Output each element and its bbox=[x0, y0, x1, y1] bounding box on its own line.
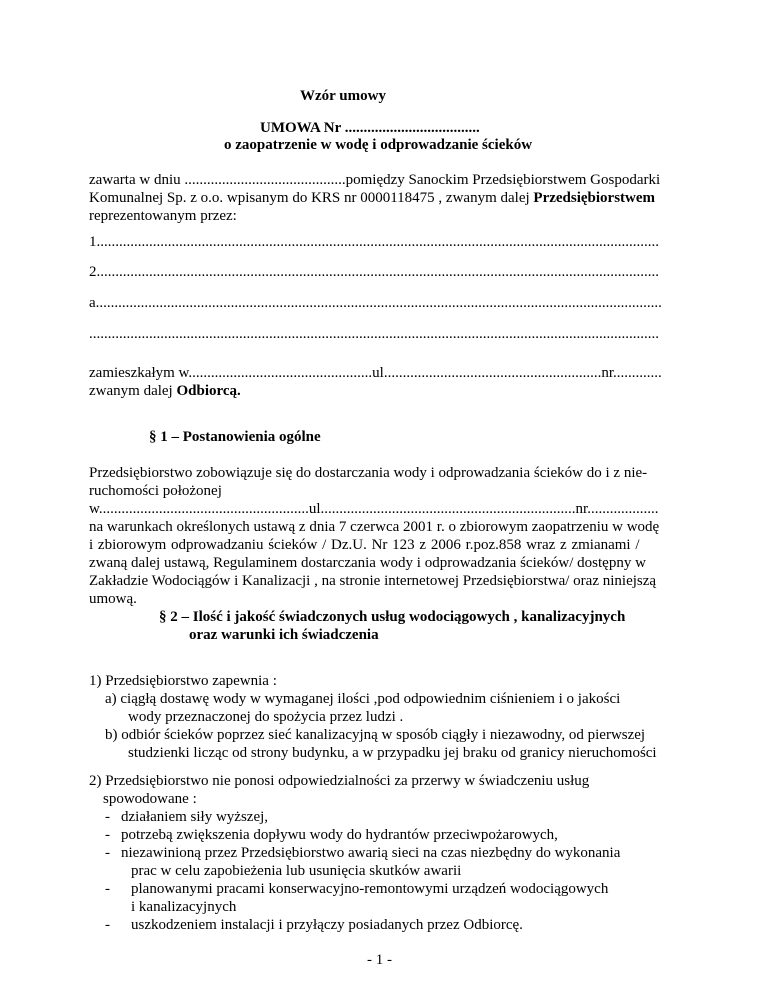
intro-line-2 bbox=[89, 189, 655, 207]
dash-bullet-2: - bbox=[105, 827, 110, 843]
section-2-point-2-line-1: 2) Przedsiębiorstwo nie ponosi odpowiedzialności za przerwy w świadczeniu usług bbox=[89, 773, 590, 789]
dash-bullet-3: - bbox=[105, 845, 110, 861]
residence-line-1: zamieszkałym w.................................................ul..........................................................nr............. bbox=[89, 365, 662, 381]
section-2-point-1b-line-2: studzienki licząc od strony budynku, a w przypadku jej braku od granicy nieruchomości bbox=[128, 745, 657, 761]
section-1-heading: § 1 – Postanowienia ogólne bbox=[149, 429, 321, 445]
dash-bullet-5: - bbox=[105, 917, 110, 933]
section-1-line-4: na warunkach określonych ustawą z dnia 7 czerwca 2001 r. o zbiorowym zaopatrzeniu w wodę bbox=[89, 519, 660, 535]
section-2-point-1a-line-2: wody przeznaczonej do spożycia przez ludzi . bbox=[128, 709, 404, 725]
section-2-heading-1: § 2 – Ilość i jakość świadczonych usług wodociągowych , kanalizacyjnych bbox=[159, 609, 626, 625]
blank-line-empty: ........................................................................................................................................................ bbox=[89, 326, 659, 342]
section-1-line-2: ruchomości położonej bbox=[89, 483, 222, 499]
company-name-bold: Przedsiębiorstwem bbox=[533, 190, 656, 206]
section-1-line-1: Przedsiębiorstwo zobowiązuje się do dostarczania wody i odprowadzania ścieków do i z nie- bbox=[89, 465, 648, 481]
page-number: - 1 - bbox=[367, 952, 392, 968]
dash-bullet-1: - bbox=[105, 809, 110, 825]
blank-line-2: 2...................................................................................................................................................... bbox=[89, 264, 659, 280]
section-2-point-1b-line-1: b) odbiór ścieków poprzez sieć kanalizacyjną w sposób ciągły i niezawodny, od pierwszej bbox=[105, 727, 646, 743]
cause-4-line-1: planowanymi pracami konserwacyjno-remontowymi urządzeń wodociągowych bbox=[131, 881, 609, 897]
recipient-bold: Odbiorcą. bbox=[176, 383, 241, 399]
pre-title: Wzór umowy bbox=[300, 88, 386, 104]
section-2-point-1: 1) Przedsiębiorstwo zapewnia : bbox=[89, 673, 277, 689]
residence-line-2-text: zwanym dalej bbox=[89, 383, 177, 399]
contract-subtitle: o zaopatrzenie w wodę i odprowadzanie ścieków bbox=[224, 137, 533, 153]
residence-line-2 bbox=[89, 382, 241, 400]
cause-3-line-1: niezawinioną przez Przedsiębiorstwo awarią sieci na czas niezbędny do wykonania bbox=[121, 845, 621, 861]
section-2-point-1a-line-1: a) ciągłą dostawę wody w wymaganej ilości ,pod odpowiednim ciśnieniem i o jakości bbox=[105, 691, 621, 707]
cause-5: uszkodzeniem instalacji i przyłączy posiadanych przez Odbiorcę. bbox=[131, 917, 523, 933]
cause-4-line-2: i kanalizacyjnych bbox=[131, 899, 237, 915]
dash-bullet-4: - bbox=[105, 881, 110, 897]
cause-3-line-2: prac w celu zapobieżenia lub usunięcia skutków awarii bbox=[131, 863, 462, 879]
section-1-line-8: umową. bbox=[89, 591, 137, 607]
contract-title: UMOWA Nr .................................... bbox=[260, 120, 480, 136]
blank-line-a: a....................................................................................................................................................... bbox=[89, 295, 662, 311]
cause-2: potrzebą zwiększenia dopływu wody do hydrantów przeciwpożarowych, bbox=[121, 827, 558, 843]
section-2-point-2-line-2: spowodowane : bbox=[103, 791, 197, 807]
section-1-line-7: Zakładzie Wodociągów i Kanalizacji , na stronie internetowej Przedsiębiorstwa/ oraz niniejszą bbox=[89, 573, 657, 589]
intro-line-1: zawarta w dniu ...........................................pomiędzy Sanockim Przedsiębiorstwem Gospodarki bbox=[89, 172, 661, 188]
section-1-line-3: w........................................................ul....................................................................nr................... bbox=[89, 501, 659, 517]
intro-line-2-text: Komunalnej Sp. z o.o. wpisanym do KRS nr 0000118475 , zwanym dalej bbox=[89, 190, 534, 206]
cause-1: działaniem siły wyższej, bbox=[121, 809, 269, 825]
section-1-line-6: zwaną dalej ustawą, Regulaminem dostarczania wody i odprowadzania ścieków/ dostępny w bbox=[89, 555, 646, 571]
section-2-heading-2: oraz warunki ich świadczenia bbox=[189, 627, 379, 643]
blank-line-1: 1...................................................................................................................................................... bbox=[89, 234, 659, 250]
section-1-line-5: i zbiorowym odprowadzaniu ścieków / Dz.U. Nr 123 z 2006 r.poz.858 wraz z zmianami / bbox=[89, 537, 640, 553]
intro-line-3: reprezentowanym przez: bbox=[89, 208, 237, 224]
